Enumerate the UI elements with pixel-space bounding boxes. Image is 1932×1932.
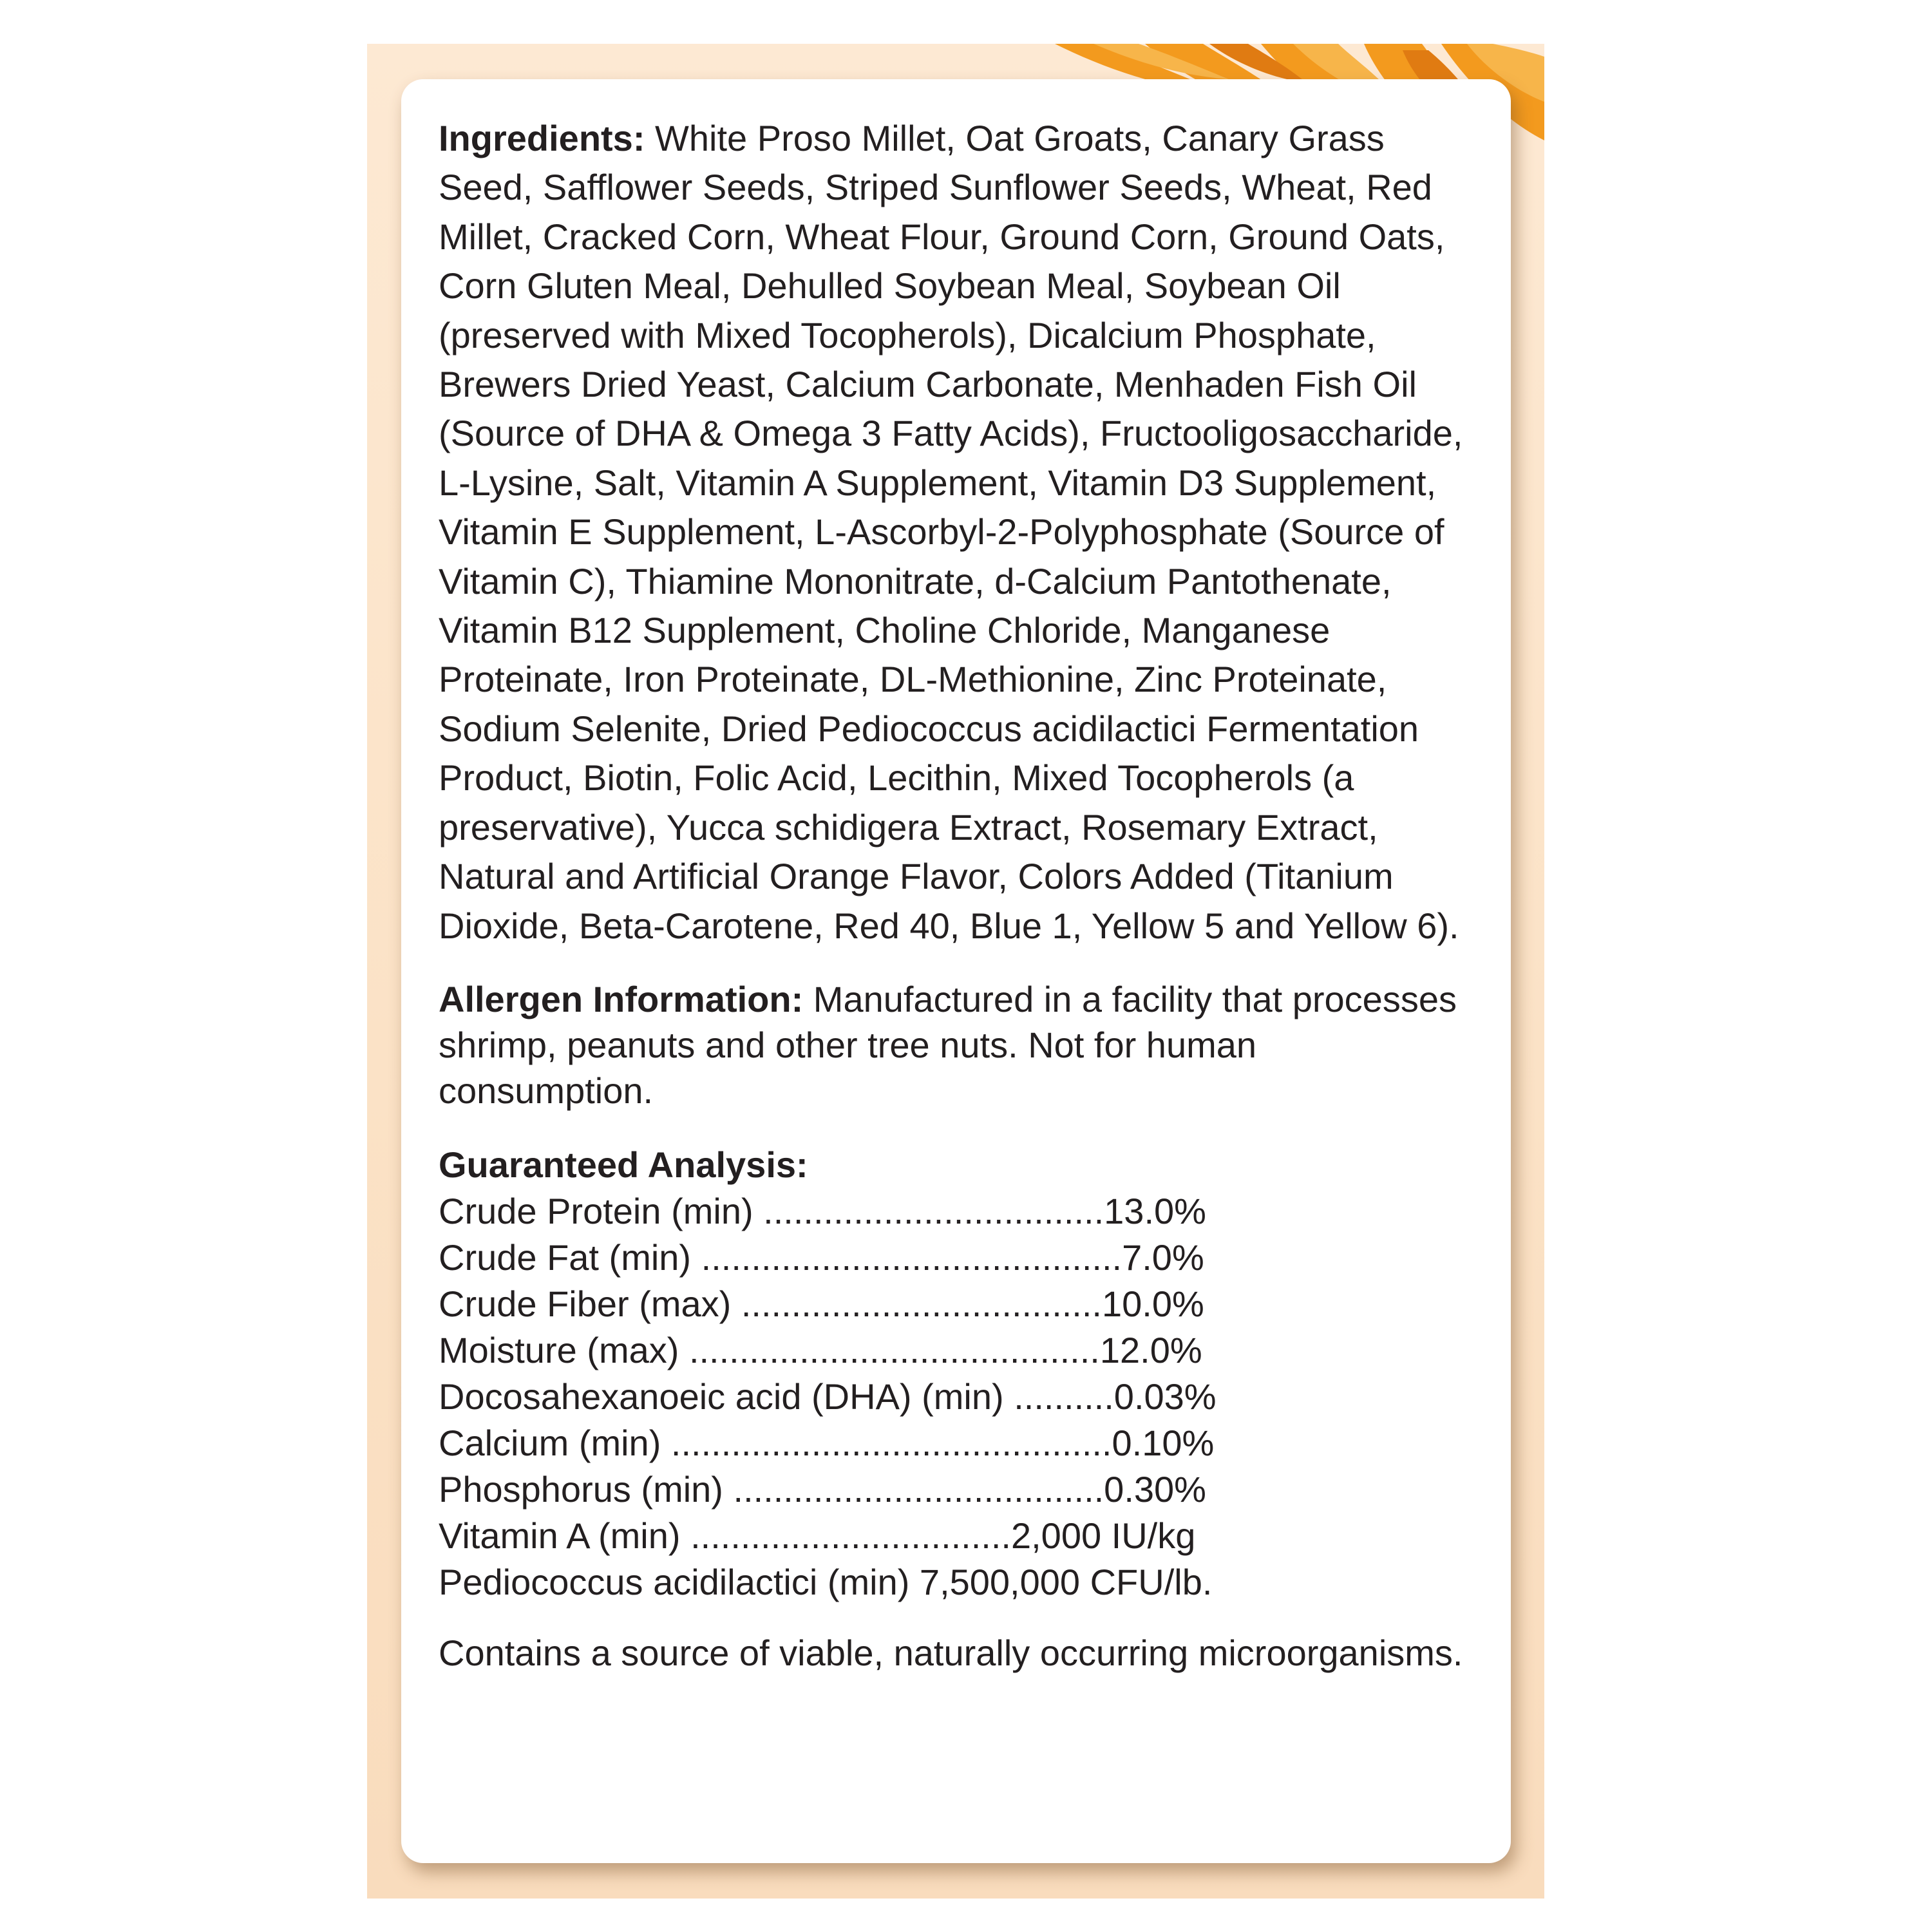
guaranteed-analysis-title: Guaranteed Analysis: (439, 1144, 808, 1185)
analysis-row-pediococcus: Pediococcus acidilactici (min) 7,500,000 CFU/lb. (439, 1561, 1213, 1602)
nutrition-card (401, 79, 1511, 1863)
analysis-row-phosphorus: Phosphorus (min) .....................................0.30% (439, 1468, 1206, 1510)
analysis-row-vitamin-a: Vitamin A (min) ................................2,000 IU/kg (439, 1515, 1196, 1556)
analysis-row-crude-fat: Crude Fat (min) ..........................................7.0% (439, 1236, 1204, 1278)
guaranteed-analysis-list (439, 1188, 1475, 1605)
analysis-row-calcium: Calcium (min) ............................................0.10% (439, 1422, 1215, 1463)
analysis-row-dha: Docosahexanoeic acid (DHA) (min) ..........0.03% (439, 1376, 1217, 1417)
analysis-row-crude-fiber: Crude Fiber (max) ....................................10.0% (439, 1283, 1204, 1324)
allergen-section (439, 976, 1475, 1113)
footer-note: Contains a source of viable, naturally occurring microorganisms. (439, 1632, 1463, 1673)
analysis-row-crude-protein: Crude Protein (min) ..................................13.0% (439, 1190, 1206, 1231)
ingredients-section (439, 114, 1475, 951)
ingredients-label: Ingredients: (439, 118, 645, 158)
analysis-row-moisture: Moisture (max) .........................................12.0% (439, 1329, 1202, 1370)
allergen-text: Manufactured in a facility that processes shrimp, peanuts and other tree nuts. Not for human consumption. (439, 978, 1457, 1111)
allergen-label: Allergen Information: (439, 978, 804, 1019)
ingredients-text: White Proso Millet, Oat Groats, Canary Grass Seed, Safflower Seeds, Striped Sunflower Seeds, Wheat, Red Millet, Cracked Corn, Wheat Flour, Ground Corn, Ground Oats, Corn Gluten Meal, Dehulled Soybean Meal, Soybean Oil (preserved with Mixed Tocopherols), Dicalcium Phosphate, Brewers Dried Yeast, Calcium Carbonate, Menhaden Fish Oil (Source of DHA & Omega 3 Fatty Acids), Fructooligosaccharide, L-Lysine, Salt, Vitamin A Supplement, Vitamin D3 Supplement, Vitamin E Supplement, L-Ascorbyl-2-Polyphosphate (Source of Vitamin C), Thiamine Mononitrate, d-Calcium Pantothenate, Vitamin B12 Supplement, Choline Chloride, Manganese Proteinate, Iron Proteinate, DL-Methionine, Zinc Proteinate, Sodium Selenite, Dried Pediococcus acidilactici Fermentation Product, Biotin, Folic Acid, Lecithin, Mixed Tocopherols (a preservative), Yucca schidigera Extract, Rosemary Extract, Natural and Artificial Orange Flavor, Colors Added (Titanium Dioxide, Beta-Carotene, Red 40, Blue 1, Yellow 5 and Yellow 6). (439, 118, 1463, 946)
